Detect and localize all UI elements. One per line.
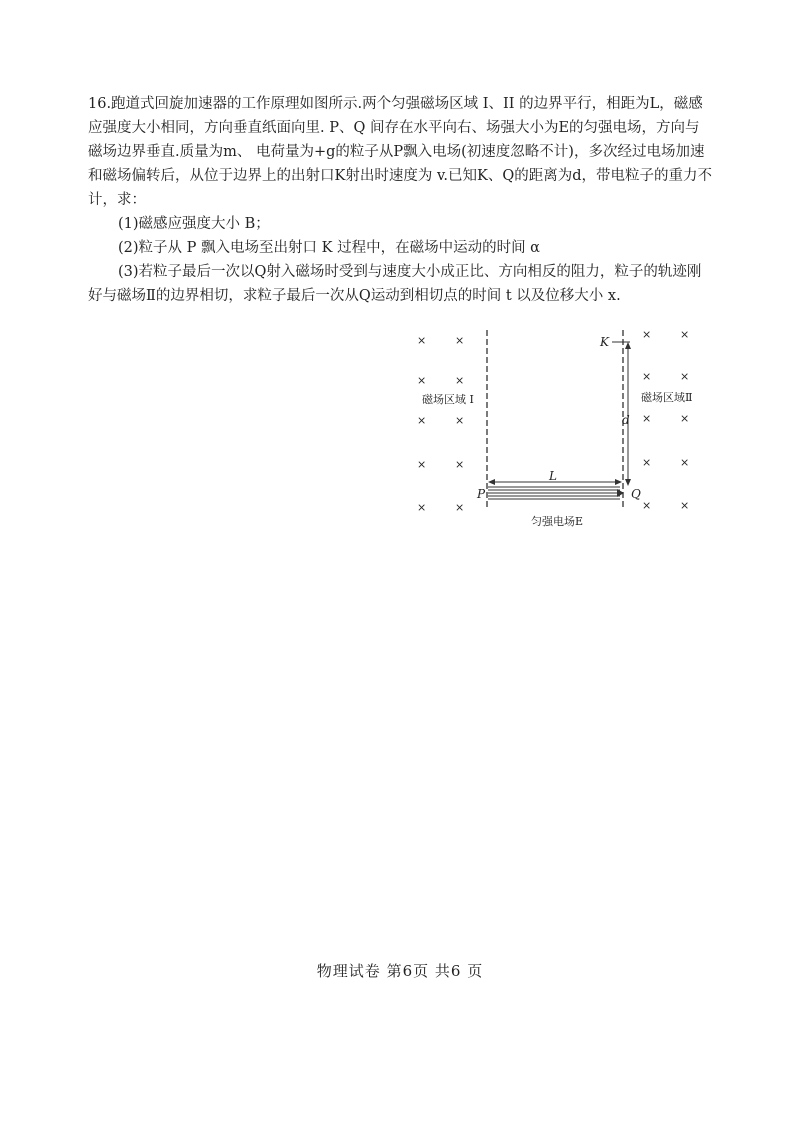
cross-mark: × [455,414,465,427]
cross-mark: × [680,499,690,512]
label-k: K [600,335,609,349]
region2-label: 磁场区域Ⅱ [641,391,693,404]
cross-mark: × [642,412,652,425]
cross-mark: × [455,374,465,387]
problem-stem: 16.跑道式回旋加速器的工作原理如图所示.两个匀强磁场区域 I、II 的边界平行，相距为L，磁感应强度大小相同，方向垂直纸面向里. P、Q 间存在水平向右、场强大小为E的匀强电场，方向与磁场边界垂直.质量为m、 电荷量为+g的粒子从P飘入电场(初速度忽略不计)，多次经过电场加速和磁场偏转后，从位于边界上的出射口K射出时速度为 v.已知K、Q的距离为d，带电粒子的重力不计，求： [88,96,713,208]
diagram-svg [398,328,718,538]
field-label: 匀强电场E [531,515,584,528]
cross-mark: × [455,501,465,514]
cross-mark: × [417,414,427,427]
question-1: (1)磁感应强度大小 B； [118,216,270,232]
label-q: Q [631,487,641,501]
page-footer: 物理试卷 第6页 共6 页 [316,962,484,980]
problem-16 [88,92,713,308]
question-3: (3)若粒子最后一次以Q射入磁场时受到与速度大小成正比、方向相反的阻力，粒子的轨迹刚好与磁场Ⅱ的边界相切，求粒子最后一次从Q运动到相切点的时间 t 以及位移大小 x. [88,264,702,304]
l-arrow-left [488,479,495,485]
cross-mark: × [417,334,427,347]
label-p: P [477,487,486,501]
cross-mark: × [642,456,652,469]
cross-mark: × [642,499,652,512]
label-d: d [622,413,630,427]
accelerator-diagram [398,328,718,538]
cross-mark: × [680,328,690,341]
d-arrow-head-bottom [625,479,631,486]
cross-mark: × [680,370,690,383]
cross-mark: × [417,458,427,471]
cross-mark: × [455,458,465,471]
cross-mark: × [417,374,427,387]
question-2: (2)粒子从 P 飘入电场至出射口 K 过程中，在磁场中运动的时间 α [118,240,540,256]
cross-mark: × [680,412,690,425]
cross-mark: × [680,456,690,469]
cross-mark: × [642,328,652,341]
cross-mark: × [417,501,427,514]
label-l: L [549,469,557,483]
cross-mark: × [455,334,465,347]
l-arrow-right [615,479,622,485]
region1-label: 磁场区域 I [422,393,474,406]
d-arrow-head-top [625,342,631,349]
cross-mark: × [642,370,652,383]
